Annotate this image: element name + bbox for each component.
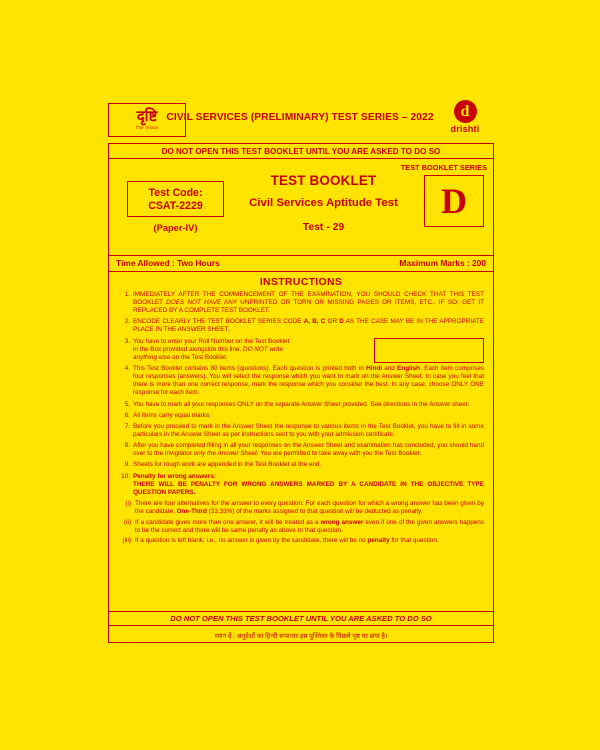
instructions-list bbox=[118, 291, 484, 497]
penalty-sub-list bbox=[118, 500, 484, 545]
instruction-item bbox=[118, 338, 484, 362]
instruction-item bbox=[118, 423, 484, 439]
instruction-item bbox=[118, 412, 484, 420]
penalty-sub-text: There are four alternatives for the answer to every question. For each question for which a wrong answer has been given by the candidate, One-Third (33.33%) of the marks assigned to that question will be deducted as penalty. bbox=[135, 500, 484, 516]
drishti-hindi-logo-text: दृष्टि bbox=[136, 108, 158, 125]
instruction-number: 3. bbox=[124, 337, 130, 345]
instruction-number: 5. bbox=[124, 400, 130, 408]
test-code-label: Test Code: bbox=[148, 186, 203, 199]
instruction-item bbox=[118, 365, 484, 397]
instruction-item bbox=[118, 318, 484, 334]
series-letter: D bbox=[441, 180, 467, 221]
drishti-logo-name: drishti bbox=[450, 124, 480, 134]
penalty-sub-text: If a question is left blank, i.e., no answer is given by the candidate, there will be no penalty for that question. bbox=[135, 537, 439, 545]
instruction-number: 9. bbox=[124, 461, 130, 469]
instruction-number: 6. bbox=[124, 411, 130, 419]
instructions-body bbox=[109, 291, 493, 545]
penalty-sub-item bbox=[118, 519, 484, 535]
instruction-text: You have to enter your Roll Number on the Test Booklet in the Box provided alongside this line. DO NOT write anything else on the Test Booklet. bbox=[133, 337, 290, 361]
test-code-value: CSAT-2229 bbox=[148, 199, 203, 212]
instruction-number: 2. bbox=[124, 318, 130, 326]
instruction-text: Before you proceed to mark in the Answer Sheet the response to various items in the Test Booklet, you have to fill in some particulars in the Answer Sheet as per instructions sent to you with your admission certificate. bbox=[133, 422, 484, 438]
penalty-sub-item bbox=[118, 537, 484, 545]
warning-top: DO NOT OPEN THIS TEST BOOKLET UNTIL YOU ARE ASKED TO DO SO bbox=[109, 144, 493, 159]
instruction-item bbox=[118, 442, 484, 458]
booklet-title: TEST BOOKLET bbox=[270, 172, 377, 188]
series-label: TEST BOOKLET SERIES bbox=[400, 162, 487, 172]
instruction-text: After you have completed filling in all your responses on the Answer Sheet and examination has concluded, you should hand over to the Invigilator only the Answer Sheet. You are permitted to take away with you the Test Booklet. bbox=[133, 442, 484, 458]
instruction-text: ENCODE CLEARLY THE TEST BOOKLET SERIES CODE A, B, C OR D AS THE CASE MAY BE IN THE APPROPRIATE PLACE IN THE ANSWER SHEET. bbox=[133, 318, 484, 334]
maximum-marks: Maximum Marks : 200 bbox=[399, 258, 486, 268]
header-block bbox=[109, 159, 493, 256]
warning-bottom: DO NOT OPEN THIS TEST BOOKLET UNTIL YOU ARE ASKED TO DO SO bbox=[109, 611, 493, 626]
penalty-sub-number: (i) bbox=[125, 500, 131, 507]
instruction-number: 4. bbox=[124, 365, 130, 373]
penalty-sub-number: (ii) bbox=[123, 518, 131, 526]
penalty-sub-text: If a candidate gives more than one answer, it will be treated as a wrong answer even if one of the given answers happens to be the correct and there will be same penalty as above to that question. bbox=[135, 518, 485, 534]
exam-name: Civil Services Aptitude Test bbox=[249, 196, 398, 209]
instruction-number: 10. bbox=[121, 472, 130, 480]
instruction-text: All items carry equal marks. bbox=[133, 411, 211, 419]
instruction-number: 1. bbox=[124, 291, 130, 298]
masthead bbox=[98, 98, 502, 142]
instruction-text: You have to mark all your responses ONLY on the separate Answer Sheet provided. See directions in the Answer sheet. bbox=[133, 400, 470, 408]
penalty-sub-item bbox=[118, 500, 484, 516]
instruction-text: This Test Booklet contains 80 items (questions). Each question is printed both in Hindi and English. Each item comprises four responses (answers). You will select the response which you want to mark on the Answer Sheet. In case you feel that there is more than one correct response, mark the response which you consider the best. In any case, choose ONLY ONE response for each item. bbox=[133, 365, 485, 397]
instruction-text: IMMEDIATELY AFTER THE COMMENCEMENT OF THE EXAMINATION, YOU SHOULD CHECK THAT THIS TEST BOOKLET DOES NOT HAVE ANY UNPRINTED OR TORN OR MISSING PAGES OR ITEMS, ETC., IF SO, GET IT REPLACED BY A COMPLETE TEST BOOKLET. bbox=[133, 291, 484, 315]
time-allowed: Time Allowed : Two Hours bbox=[116, 258, 220, 268]
drishti-hindi-logo-subtext: The Vision bbox=[135, 124, 159, 130]
instruction-text: Penalty for wrong answers: THERE WILL BE PENALTY FOR WRONG ANSWERS MARKED BY A CANDIDATE IN THE OBJECTIVE TYPE QUESTION PAPERS. bbox=[133, 472, 484, 496]
drishti-d-mark-icon: d bbox=[454, 100, 477, 123]
instructions-heading: INSTRUCTIONS bbox=[259, 276, 343, 288]
instruction-number: 8. bbox=[124, 442, 130, 450]
instruction-number: 7. bbox=[124, 422, 130, 430]
instruction-item bbox=[118, 401, 484, 409]
drishti-logo bbox=[434, 100, 496, 134]
test-number: Test - 29 bbox=[302, 221, 345, 233]
instruction-text: Sheets for rough work are appended in the Test Booklet at the end. bbox=[133, 461, 322, 469]
time-marks-bar bbox=[109, 256, 493, 273]
masthead-title: CIVIL SERVICES (PRELIMINARY) TEST SERIES – 2022 bbox=[166, 112, 434, 123]
instruction-item bbox=[118, 291, 484, 315]
title-stack bbox=[229, 173, 418, 233]
cover-border-box bbox=[108, 143, 494, 643]
test-code-box bbox=[127, 181, 224, 217]
instruction-item bbox=[118, 461, 484, 469]
paper-number: (Paper-IV) bbox=[153, 222, 198, 233]
series-letter-box bbox=[424, 175, 484, 227]
instruction-item bbox=[118, 473, 484, 497]
booklet-cover bbox=[98, 98, 502, 643]
hindi-note: ध्यान दें : अनुदेशों का हिन्दी रूपान्तर इस पुस्तिका के पिछले पृष्ठ पर छपा है। bbox=[214, 633, 388, 640]
penalty-sub-number: (iii) bbox=[122, 537, 131, 545]
